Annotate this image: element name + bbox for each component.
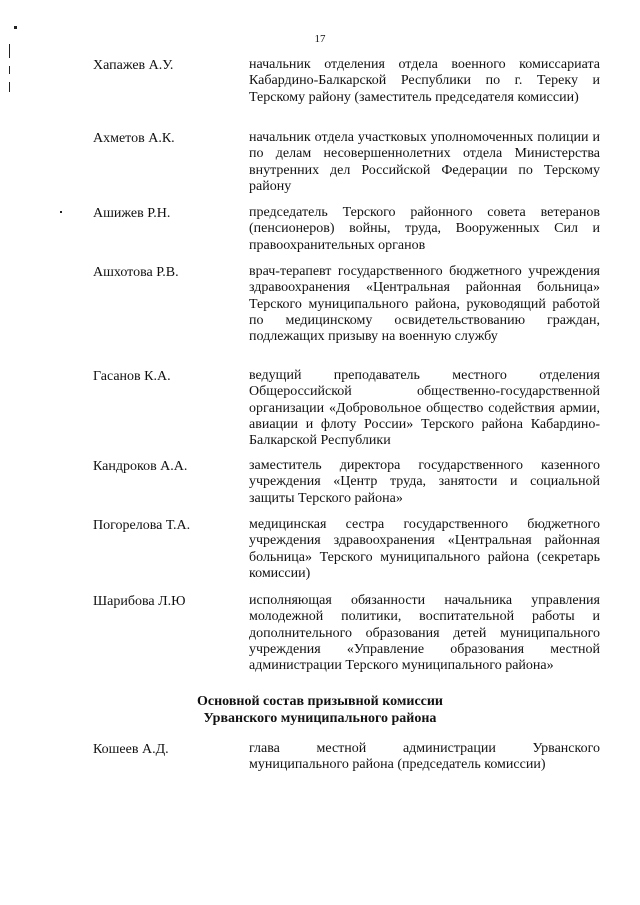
member-role: заместитель директора государственного казенного учреждения «Центр труда, занятости и социальной защиты Терского района» — [249, 458, 600, 506]
member-role: председатель Терского районного совета ветеранов (пенсионеров) войны, труда, Вооруженных Сил и правоохранительных органов — [249, 205, 600, 253]
member-name: Шарибова Л.Ю — [93, 594, 186, 609]
member-name: Гасанов К.А. — [93, 369, 171, 384]
member-name: Ахметов А.К. — [93, 131, 175, 146]
member-role: врач-терапевт государственного бюджетного учреждения здравоохранения «Центральная районная больница» Терского муниципального района, руководящий работой по медицинскому освидетельствованию граждан, подлежащих призыву на военную службу — [249, 264, 600, 345]
member-name: Кандроков А.А. — [93, 459, 188, 474]
member-name: Ашижев Р.Н. — [93, 206, 171, 221]
member-role: глава местной администрации Урванского муниципального района (председатель комиссии) — [249, 741, 600, 773]
member-role: ведущий преподаватель местного отделения Общероссийской общественно-государственной организации «Добровольное общество содействия армии, авиации и флоту России» Терского района Кабардино-Балкарской Республики — [249, 368, 600, 449]
member-role: исполняющая обязанности начальника управления молодежной политики, воспитательной работы и дополнительного образования детей муниципального учреждения «Управление образования местной администрации Терского муниципального района» — [249, 593, 600, 674]
member-name: Хапажев А.У. — [93, 58, 174, 73]
section-heading — [0, 693, 640, 727]
member-role: начальник отделения отдела военного комиссариата Кабардино-Балкарской Республики по г. Тереку и Терскому району (заместитель председателя комиссии) — [249, 57, 600, 105]
member-role: начальник отдела участковых уполномоченных полиции и по делам несовершеннолетних отдела Министерства внутренних дел Российской Федерации по Терскому району — [249, 130, 600, 194]
member-name: Погорелова Т.А. — [93, 518, 191, 533]
section-heading-line: Урванского муниципального района — [203, 711, 437, 726]
member-name: Ашхотова Р.В. — [93, 265, 179, 280]
page-number: 17 — [314, 33, 326, 45]
section-heading-line: Основной состав призывной комиссии — [197, 694, 443, 709]
member-role: медицинская сестра государственного бюджетного учреждения здравоохранения «Центральная районная больница» Терского муниципального района (секретарь комиссии) — [249, 517, 600, 581]
member-name: Кошеев А.Д. — [93, 742, 169, 757]
